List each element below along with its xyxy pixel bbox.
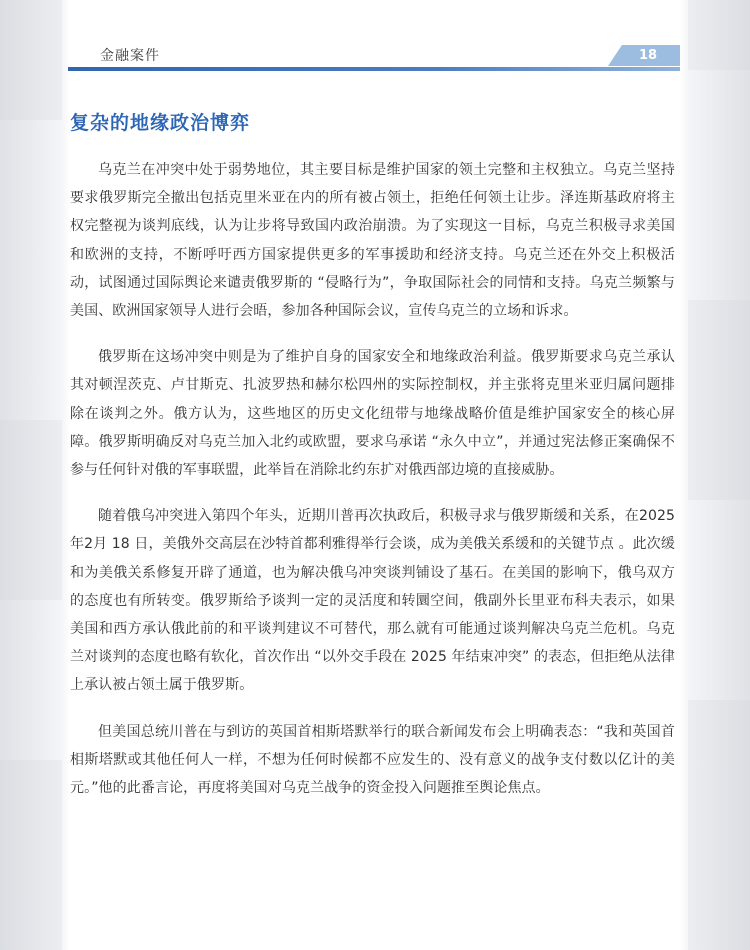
header-title: 金融案件 <box>100 48 160 64</box>
paragraph-russia-position: 俄罗斯在这场冲突中则是为了维护自身的国家安全和地缘政治利益。俄罗斯要求乌克兰承认其对顿涅茨克、卢甘斯克、扎波罗热和赫尔松四州的实际控制权，并主张将克里米亚归属问题排除在谈判之外。俄方认为，这些地区的历史文化纽带与地缘战略价值是维护国家安全的核心屏障。俄罗斯明确反对乌克兰加入北约或欧盟，要求乌承诺 “永久中立”，并通过宪法修正案确保不参与任何针对俄的军事联盟，此举旨在消除北约东扩对俄西部边境的直接威胁。 <box>70 349 675 479</box>
background-tile <box>0 420 62 600</box>
background-tile <box>0 0 62 120</box>
section-title: 复杂的地缘政治博弈 <box>70 112 251 134</box>
background-tile <box>688 700 750 950</box>
background-tile <box>0 760 62 950</box>
paragraph-us-russia-talks: 随着俄乌冲突进入第四个年头，近期川普再次执政后，积极寻求与俄罗斯缓和关系，在2025年2月 18 日，美俄外交高层在沙特首都利雅得举行会谈，成为美俄关系缓和的关键节点 。此次缓和为美俄关系修复开辟了通道，也为解决俄乌冲突谈判铺设了基石。在美国的影响下，俄乌双方的态度也有所转变。俄罗斯给予谈判一定的灵活度和转圜空间，俄副外长里亚布科夫表示，如果美国和西方承认俄此前的和平谈判建议不可替代，那么就有可能通过谈判解决乌克兰危机。乌克兰对谈判的态度也略有软化，首次作出 “以外交手段在 2025 年结束冲突” 的表态，但拒绝从法律上承认被占领土属于俄罗斯。 <box>70 508 675 694</box>
paragraph-trump-statement: 但美国总统川普在与到访的英国首相斯塔默举行的联合新闻发布会上明确表态：“我和英国首相斯塔默或其他任何人一样，不想为任何时候都不应发生的、没有意义的战争支付数以亿计的美元。”他的此番言论，再度将美国对乌克兰战争的资金投入问题推至舆论焦点。 <box>70 723 675 797</box>
page-number: 18 <box>638 48 658 63</box>
page-header <box>68 40 680 74</box>
background-tile <box>688 300 750 500</box>
article-body <box>70 156 675 820</box>
header-rule <box>68 67 680 71</box>
background-tile <box>688 0 750 70</box>
paragraph-ukraine-position: 乌克兰在冲突中处于弱势地位，其主要目标是维护国家的领土完整和主权独立。乌克兰坚持要求俄罗斯完全撤出包括克里米亚在内的所有被占领土，拒绝任何领土让步。泽连斯基政府将主权完整视为谈判底线，认为让步将导致国内政治崩溃。为了实现这一目标，乌克兰积极寻求美国和欧洲的支持，不断呼吁西方国家提供更多的军事援助和经济支持。乌克兰还在外交上积极活动，试图通过国际舆论来谴责俄罗斯的 “侵略行为”，争取国际社会的同情和支持。乌克兰频繁与美国、欧洲国家领导人进行会晤，参加各种国际会议，宣传乌克兰的立场和诉求。 <box>70 162 675 320</box>
